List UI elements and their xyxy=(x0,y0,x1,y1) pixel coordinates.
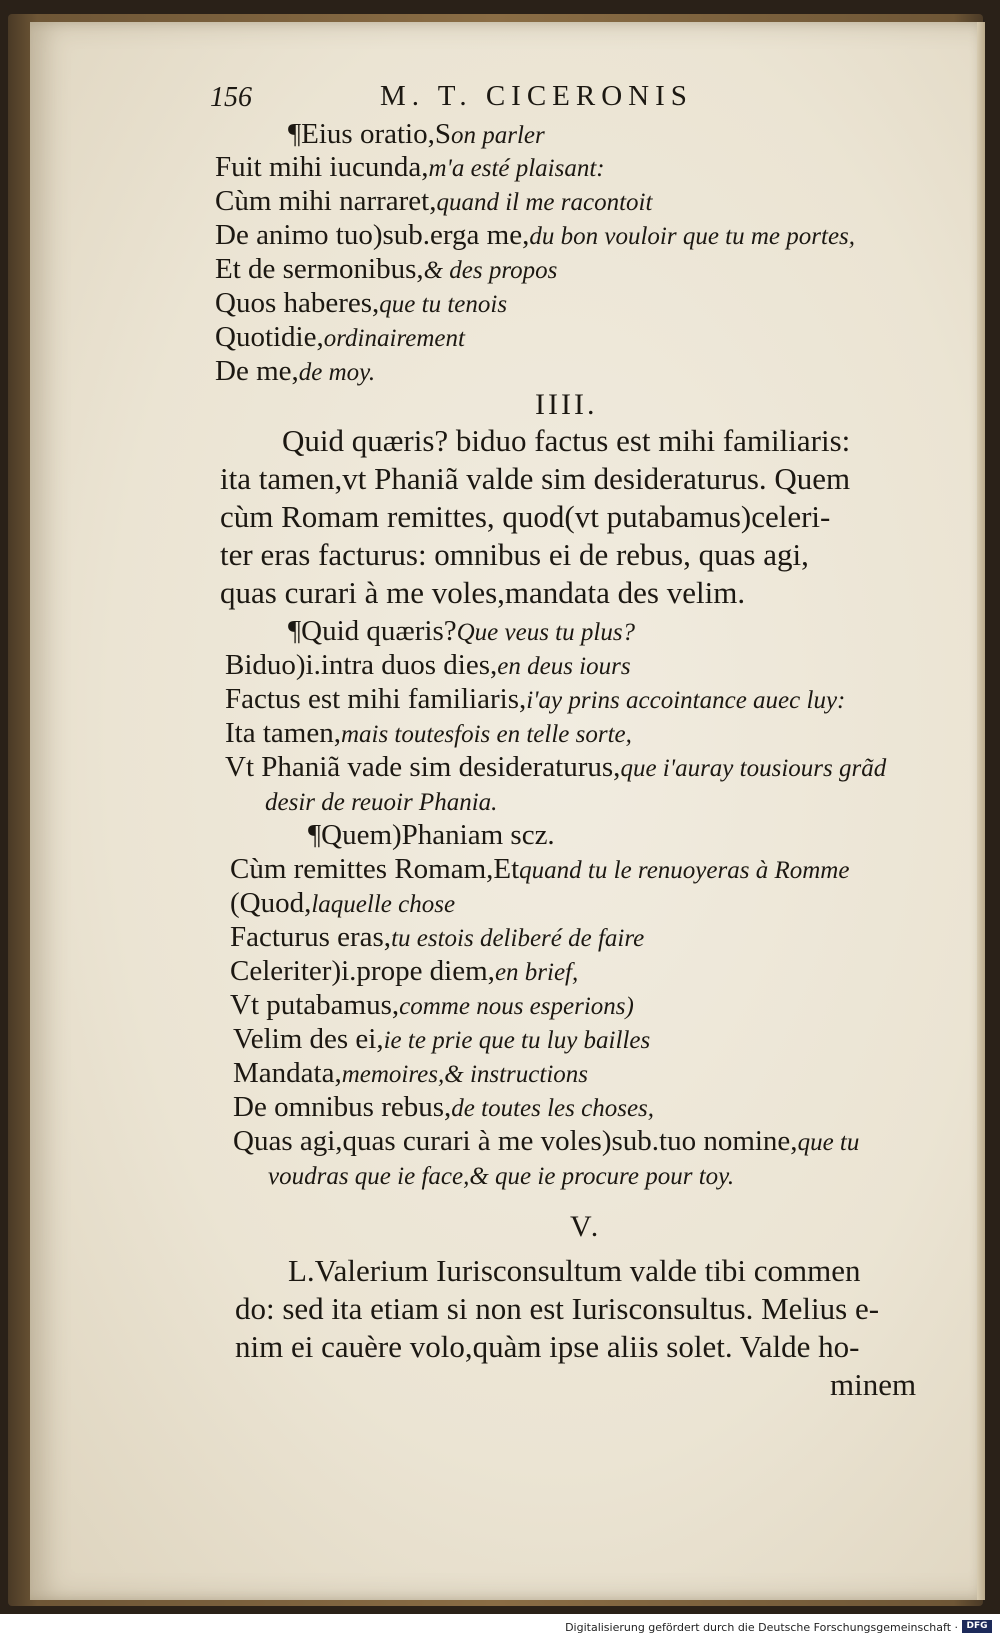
latin-text: Quotidie, xyxy=(215,321,324,353)
prose-line: Quid quæris? biduo factus est mihi familiaris: xyxy=(282,423,851,458)
gloss-line xyxy=(225,682,845,718)
latin-text: Quas agi,quas curari à me voles)sub.tuo nomine, xyxy=(233,1125,798,1157)
latin-text: Fuit mihi iucunda, xyxy=(215,151,429,183)
gloss-line xyxy=(233,1022,650,1058)
section-numeral-5: V. xyxy=(570,1210,602,1243)
french-gloss: quand il me racontoit xyxy=(436,189,653,216)
gloss-line xyxy=(215,218,855,254)
gloss-line xyxy=(215,320,465,356)
latin-text: ¶Quem)Phaniam scz. xyxy=(308,819,555,851)
latin-text: De me, xyxy=(215,355,299,387)
section-numeral-4: IIII. xyxy=(535,388,598,421)
gloss-line xyxy=(230,988,634,1024)
french-gloss: que tu xyxy=(797,1129,860,1156)
gloss-line xyxy=(215,252,557,288)
french-gloss: m'a esté plaisant: xyxy=(428,155,605,182)
french-gloss: mais toutesfois en telle sorte, xyxy=(340,721,632,748)
gloss-line xyxy=(233,1056,588,1092)
prose-line: nim ei cauère volo,quàm ipse aliis solet. Valde ho- xyxy=(235,1329,860,1364)
digitization-credit: Digitalisierung gefördert durch die Deutsche Forschungsgemeinschaft · xyxy=(565,1621,958,1634)
gloss-line xyxy=(230,954,578,990)
french-gloss: comme nous esperions) xyxy=(399,993,634,1020)
gloss-line xyxy=(225,716,632,752)
gloss-line xyxy=(230,920,644,956)
prose-line: do: sed ita etiam si non est Iurisconsultus. Melius e- xyxy=(235,1291,880,1326)
gloss-line xyxy=(225,750,886,786)
french-gloss: Que veus tu plus? xyxy=(456,619,636,646)
french-gloss: i'ay prins accointance auec luy: xyxy=(526,687,846,714)
gloss-line xyxy=(215,354,375,390)
latin-text: Et de sermonibus, xyxy=(215,253,424,285)
french-gloss: que i'auray tousiours grãd xyxy=(620,755,887,782)
prose-line: quas curari à me voles,mandata des velim. xyxy=(220,575,746,610)
french-gloss: quand tu le renuoyeras à Romme xyxy=(519,857,850,884)
dfg-logo: DFG xyxy=(962,1620,992,1633)
gloss-line xyxy=(215,184,652,220)
catchword: minem xyxy=(830,1367,917,1402)
latin-text: ¶Eius oratio,S xyxy=(288,118,451,150)
page-number: 156 xyxy=(210,82,252,113)
page-content xyxy=(30,22,985,1600)
prose-line: cùm Romam remittes, quod(vt putabamus)celeri- xyxy=(220,499,831,534)
french-gloss: tu estois deliberé de faire xyxy=(391,925,645,952)
gloss-line xyxy=(308,818,555,854)
french-gloss: du bon vouloir que tu me portes, xyxy=(529,223,856,250)
french-gloss: laquelle chose xyxy=(311,891,456,918)
french-gloss: en deus iours xyxy=(497,653,631,680)
french-gloss: voudras que ie face,& que ie procure pour toy. xyxy=(268,1163,735,1190)
french-gloss: ordinairement xyxy=(323,325,465,352)
gloss-line xyxy=(225,648,631,684)
gloss-line xyxy=(215,286,507,322)
gloss-line xyxy=(233,1090,654,1126)
latin-text: Facturus eras, xyxy=(230,921,392,953)
french-gloss: de toutes les choses, xyxy=(451,1095,655,1122)
french-gloss: memoires,& instructions xyxy=(341,1061,589,1088)
prose-line: ter eras facturus: omnibus ei de rebus, quas agi, xyxy=(220,537,809,572)
latin-text: Biduo)i.intra duos dies, xyxy=(225,649,498,681)
latin-text: Velim des ei, xyxy=(233,1023,384,1055)
french-gloss: que tu tenois xyxy=(379,291,508,318)
gloss-line xyxy=(288,614,635,650)
gloss-line xyxy=(288,117,545,153)
gloss-line xyxy=(230,886,455,922)
french-gloss: ie te prie que tu luy bailles xyxy=(383,1027,651,1054)
latin-text: Quos haberes, xyxy=(215,287,380,319)
book-page xyxy=(30,22,985,1600)
latin-text: Cùm mihi narraret, xyxy=(215,185,437,217)
footer-bar xyxy=(0,1614,1000,1642)
gloss-line xyxy=(265,784,497,820)
gloss-line xyxy=(230,852,849,888)
latin-text: De omnibus rebus, xyxy=(233,1091,452,1123)
gloss-line xyxy=(215,150,605,186)
french-gloss: desir de reuoir Phania. xyxy=(265,789,498,816)
french-gloss: on parler xyxy=(450,122,545,149)
latin-text: Ita tamen, xyxy=(225,717,341,749)
latin-text: De animo tuo)sub.erga me, xyxy=(215,219,530,251)
french-gloss: & des propos xyxy=(423,257,558,284)
latin-text: Factus est mihi familiaris, xyxy=(225,683,527,715)
prose-line: L.Valerium Iurisconsultum valde tibi commen xyxy=(288,1253,861,1288)
french-gloss: de moy. xyxy=(298,359,376,386)
french-gloss: en brief, xyxy=(494,959,579,986)
latin-text: ¶Quid quæris? xyxy=(288,615,457,647)
gloss-line xyxy=(233,1124,859,1160)
latin-text: Celeriter)i.prope diem, xyxy=(230,955,495,987)
prose-line: ita tamen,vt Phaniã valde sim desideraturus. Quem xyxy=(220,461,851,496)
gloss-line xyxy=(268,1158,734,1194)
latin-text: (Quod, xyxy=(230,887,312,919)
latin-text: Vt Phaniã vade sim desideraturus, xyxy=(225,751,621,783)
latin-text: Mandata, xyxy=(233,1057,342,1089)
latin-text: Cùm remittes Romam,Et xyxy=(230,853,520,885)
running-title: M. T. CICERONIS xyxy=(380,80,693,112)
latin-text: Vt putabamus, xyxy=(230,989,400,1021)
